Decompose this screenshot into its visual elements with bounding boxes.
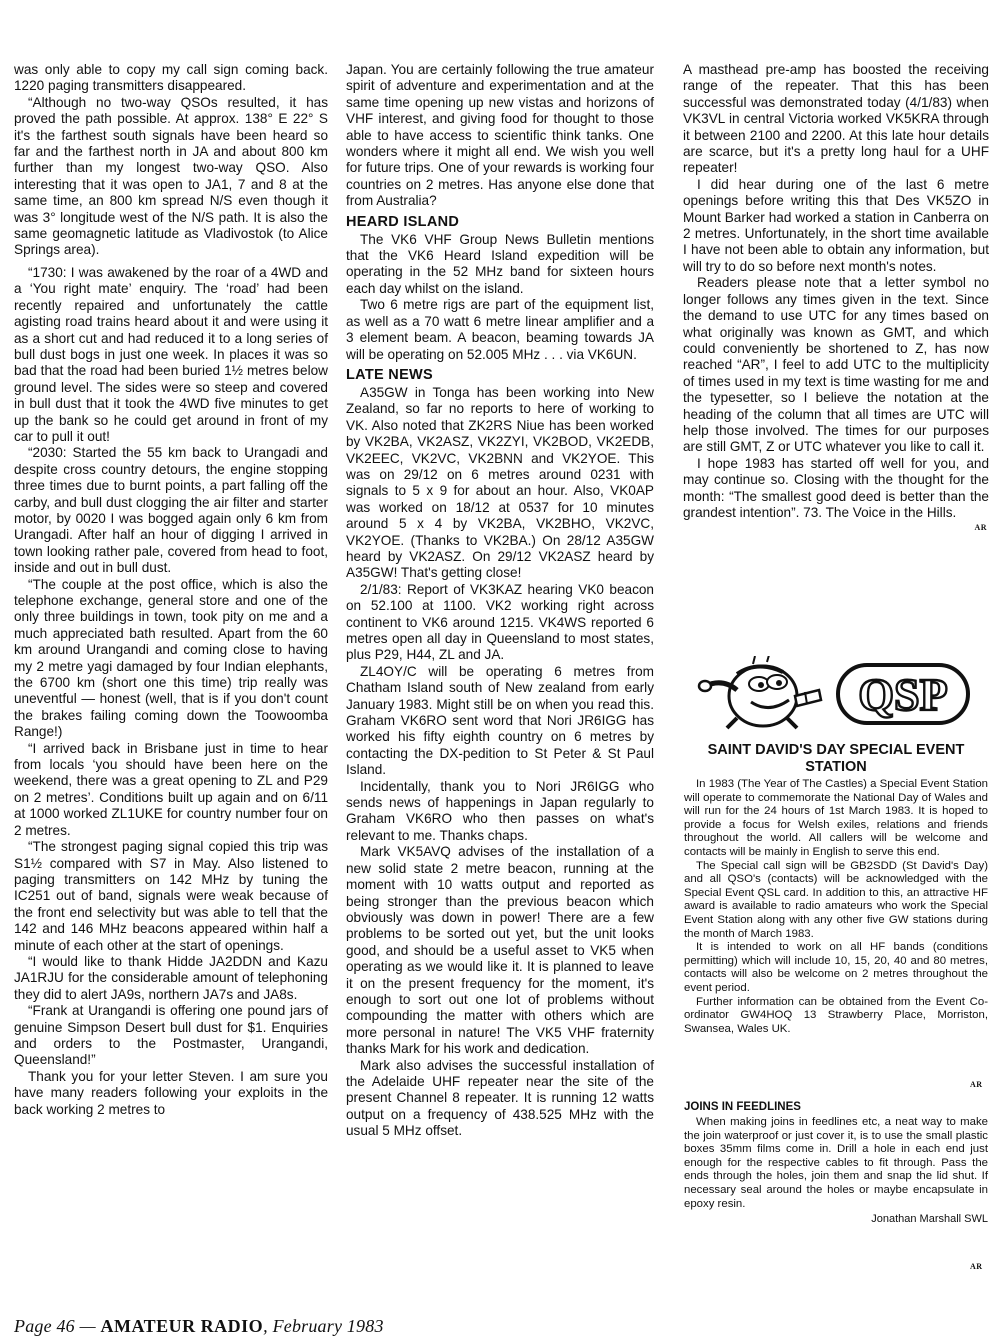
- ar-end-mark: AR: [970, 1262, 983, 1271]
- paragraph: “Although no two-way QSOs resulted, it has proved the path possible. At approx. 138° E 22° S it's the farthest south signals have been heard so far and the farthest north in JA and about 800 km further than my longest two-way QSO. Also interesting that it was open to JA1, 7 and 8 at the same time, an 800 km spread N/S even though it was 3° longitude west of the N/S path. It is also the same geomagnetic latitude as Vladivostok (to Alice Springs area).: [14, 94, 328, 258]
- paragraph: “I would like to thank Hidde JA2DDN and Kazu JA1RJU for the considerable amount of telephoning they did to alert JA9s, northern JA7s and JA8s.: [14, 953, 328, 1002]
- column-1: [14, 62, 328, 1118]
- mascot-illustration: [697, 656, 827, 732]
- heading-heard-island: HEARD ISLAND: [346, 213, 460, 230]
- paragraph: Japan. You are certainly following the true amateur spirit of adventure and experimentation and at the same time opening up new vistas and horizons of VHF interest, and giving food for thought to those able to have access to scientific think tanks. One wonders where it might all end. We wish you well for future trips. One of your rewards is working four countries on 2 metres. Has anyone else done that from Australia?: [346, 62, 654, 209]
- saint-davids-title: SAINT DAVID'S DAY SPECIAL EVENT STATION: [707, 742, 965, 775]
- joins-in-feedlines-title: JOINS IN FEEDLINES: [684, 1101, 801, 1113]
- paragraph: “I arrived back in Brisbane just in time to hear from locals ‘you should have been here on the weekend, there was a great opening to ZL and P29 on 2 metres’. Conditions built up again and on 6/11 at 1000 worked ZL1UKE for country number four on 2 metres.: [14, 740, 328, 838]
- paragraph: Further information can be obtained from the Event Co-ordinator GW4HOQ 13 Strawberry Place, Morriston, Swansea, Wales UK.: [684, 995, 988, 1035]
- ar-end-mark: AR: [970, 1080, 983, 1089]
- paragraph: In 1983 (The Year of The Castles) a Special Event Station will operate to commemorate the National Day of Wales and will run for the 24 hours of 1st March 1983. It is hoped to provide a focus for Welsh exiles, relations and friends throughout the world. All callers will be welcome and contacts will be mainly in English to serve this end.: [684, 778, 988, 858]
- qsp-logo: [835, 662, 971, 726]
- paragraph: Readers please note that a letter symbol no longer follows any times given in the text. Since the demand to use UTC for any times based on what originally was known as GMT, and which could conveniently be shortened to Z, has now reached “AR”, I feel to add UTC to the multiplicity of times used in my text is time wasting for me and the typesetter, so I believe the notation at the heading of the column that all times are UTC will help those involved. The times for our purposes are still GMT, Z or UTC whatever you like to call it.: [683, 275, 989, 455]
- paragraph: I did hear during one of the last 6 metre openings before writing this that Des VK5ZO in Mount Barker had worked a station in Canberra on 2 metres. Unfortunately, in the short time available I have not been able to obtain any information, but will try to do so before next month's notes.: [683, 176, 989, 274]
- heading-late-news: LATE NEWS: [346, 366, 434, 383]
- paragraph: “The couple at the post office, which is also the telephone exchange, general store and one of the only three buildings in town, took pity on me and a much appreciated bath resulted. Apart from the 60 km around Urangandi and coming close to having my 2 metre yagi damaged by four Indian elephants, the 6700 km (short one this time) trip really was uneventful — honest (well, that is if you don't count the brakes failing coming down the Toowoomba Range!): [14, 576, 328, 740]
- paragraph: Incidentally, thank you to Nori JR6IGG who sends news of happenings in Japan regularly to Graham VK6RO who then passes on what's relevant to me. Thanks chaps.: [346, 778, 654, 843]
- paragraph: ZL4OY/C will be operating 6 metres from Chatham Island south of New zealand from early January 1983. Might still be on when you read this. Graham VK6RO sent word that Nori JR6IGG has worked his fifty eighth country on 6 metres by contacting the DX-pedition to St Peter & St Paul Island.: [346, 663, 654, 778]
- qsp-banner: [697, 656, 979, 732]
- paragraph: Mark also advises the successful installation of the Adelaide UHF repeater near the site of the present Channel 8 repeater. It is running 12 watts output on a frequency of 438.525 MHz with the usual 5 MHz offset.: [346, 1057, 654, 1139]
- column-3: [683, 62, 989, 533]
- page-footer: [14, 1316, 384, 1337]
- ar-end-mark: AR: [974, 523, 987, 533]
- paragraph: 2/1/83: Report of VK3KAZ hearing VK0 beacon on 52.100 at 1100. VK2 working right across continent to VK6 around 1215. VK4WS reported 6 metres open all day in Queensland to most states, plus P29, H44, ZL and JA.: [346, 581, 654, 663]
- joins-in-feedlines-body: [684, 1116, 988, 1227]
- saint-davids-body: [684, 778, 988, 1036]
- publication-name: AMATEUR RADIO: [100, 1316, 264, 1336]
- qsp-logo-text: QSP: [858, 669, 948, 720]
- page-number: Page 46 —: [14, 1316, 101, 1336]
- paragraph: The VK6 VHF Group News Bulletin mentions that the VK6 Heard Island expedition will be operating in the 52 MHz band for sixteen hours each day whilst on the island.: [346, 231, 654, 296]
- column-2: [346, 62, 654, 1140]
- paragraph: When making joins in feedlines etc, a neat way to make the join waterproof or just cover it, is to use the small plastic boxes 35mm films come in. Drill a hole in each end just enough for the respective cables to fit through. Pass the ends through the holes, join them and snap the lid shut. If necessary seal around the holes or maybe encapsulate in epoxy resin.: [684, 1116, 988, 1210]
- paragraph: “2030: Started the 55 km back to Urangadi and despite cross country detours, the engine stopping three times due to burnt points, a part falling off the carby, and bull dust clogging the air filter and starter motor, by 0020 I was bogged again only 6 km from Urangadi. After half an hour of digging I arrived in town looking rather pale, covered from head to foot, inside and out in bull dust.: [14, 445, 328, 576]
- paragraph: It is intended to work on all HF bands (conditions permitting) which will include 10, 15, 20, 40 and 80 metres, contacts will also be welcome on 2 metres throughout the event period.: [684, 941, 988, 994]
- paragraph: “The strongest paging signal copied this trip was S1½ compared with S7 in May. Also listened to paging transmitters on 142 MHz by tuning the IC251 out of band, signals were weak because of the front end selectivity but was able to tell that the 142 and 146 MHz beacons appeared within half a minute of each other at the start of openings.: [14, 839, 328, 953]
- issue-date: , February 1983: [263, 1316, 384, 1336]
- paragraph: A masthead pre-amp has boosted the receiving range of the repeater. That this has been successful was demonstrated today (4/1/83) when VK3VL in central Victoria worked VK5KRA through it between 2100 and 2200. At this late hour details are scarce, but it's a pretty long haul for a UHF repeater!: [683, 62, 989, 176]
- paragraph: “Frank at Urangandi is offering one pound jars of genuine Simpson Desert bull dust for $1. Enquiries and orders to the Postmaster, Urangandi, Queensland!”: [14, 1003, 328, 1068]
- paragraph: Thank you for your letter Steven. I am sure you have many readers following your exploits in the back working 2 metres to: [14, 1068, 328, 1117]
- paragraph: Mark VK5AVQ advises of the installation of a new solid state 2 metre beacon, running at the moment with 10 watts output and reported as being stronger than the previous beacon which obviously was down in power! There are a few problems to be sorted out yet, but the unit looks good, and should be a useful asset to VK5 when operating as we would like it. It is planned to leave it on the present frequency for the moment, it's enough to sort out one lot of problems without compounding the matter with others which are more personal in nature! The VK5 VHF fraternity thanks Mark for his work and dedication.: [346, 844, 654, 1057]
- paragraph: A35GW in Tonga has been working into New Zealand, so far no reports to here of working to VK. Also noted that ZK2RS Niue has been worked by VK2BA, VK2ASZ, VK2ZYI, VK2BOD, VK2EDB, VK2EEC, VK2VC, VK2BNN and VK2YOE. This was on 29/12 on 6 metres around 0231 with signals to 5 x 9 for about an hour. Also, VK0AP was worked on 18/12 at 0537 for 10 minutes around 5 x 4 by VK2BA, VK2BHO, VK2VC, VK2YOE. (Thanks to VK2BA.) On 28/12 A35GW heard by VK2ASZ. On 29/12 VK2ASZ heard by A35GW! That's getting close!: [346, 384, 654, 581]
- paragraph: The Special call sign will be GB2SDD (St David's Day) and all QSO's (contacts) will be acknowledged with the Special Event QSL card. In addition to this, an attractive HF award is available to radio amateurs who work the Special Event Station along with any other five GW stations during the month of March 1983.: [684, 859, 988, 940]
- paragraph: Two 6 metre rigs are part of the equipment list, as well as a 70 watt 6 metre linear amplifier and a 3 element beam. A beacon, beaming towards JA will be operating on 52.005 MHz . . . via VK6UN.: [346, 297, 654, 362]
- author-signature: Jonathan Marshall SWL: [871, 1213, 988, 1226]
- paragraph: was only able to copy my call sign coming back. 1220 paging transmitters disappeared.: [14, 62, 328, 94]
- paragraph: I hope 1983 has started off well for you, and may continue so. Closing with the thought for the month: “The smallest good deed is better than the grandest intention”. 73. The Voice in the Hills.: [683, 455, 989, 520]
- paragraph: “1730: I was awakened by the roar of a 4WD and a ‘You right mate’ enquiry. The ‘road’ had been recently repaired and unfortunately the cattle agisting road trains heard about it and were using it as a short cut and had reduced it to a long series of bull dust bogs in just one week. In places it was so bad that the road had been buried 1½ metres below ground level. The sides were so steep and covered in bull dust that it took the 4WD five minutes to get up the bank so he could get around in front of my car to pull it out!: [14, 264, 328, 444]
